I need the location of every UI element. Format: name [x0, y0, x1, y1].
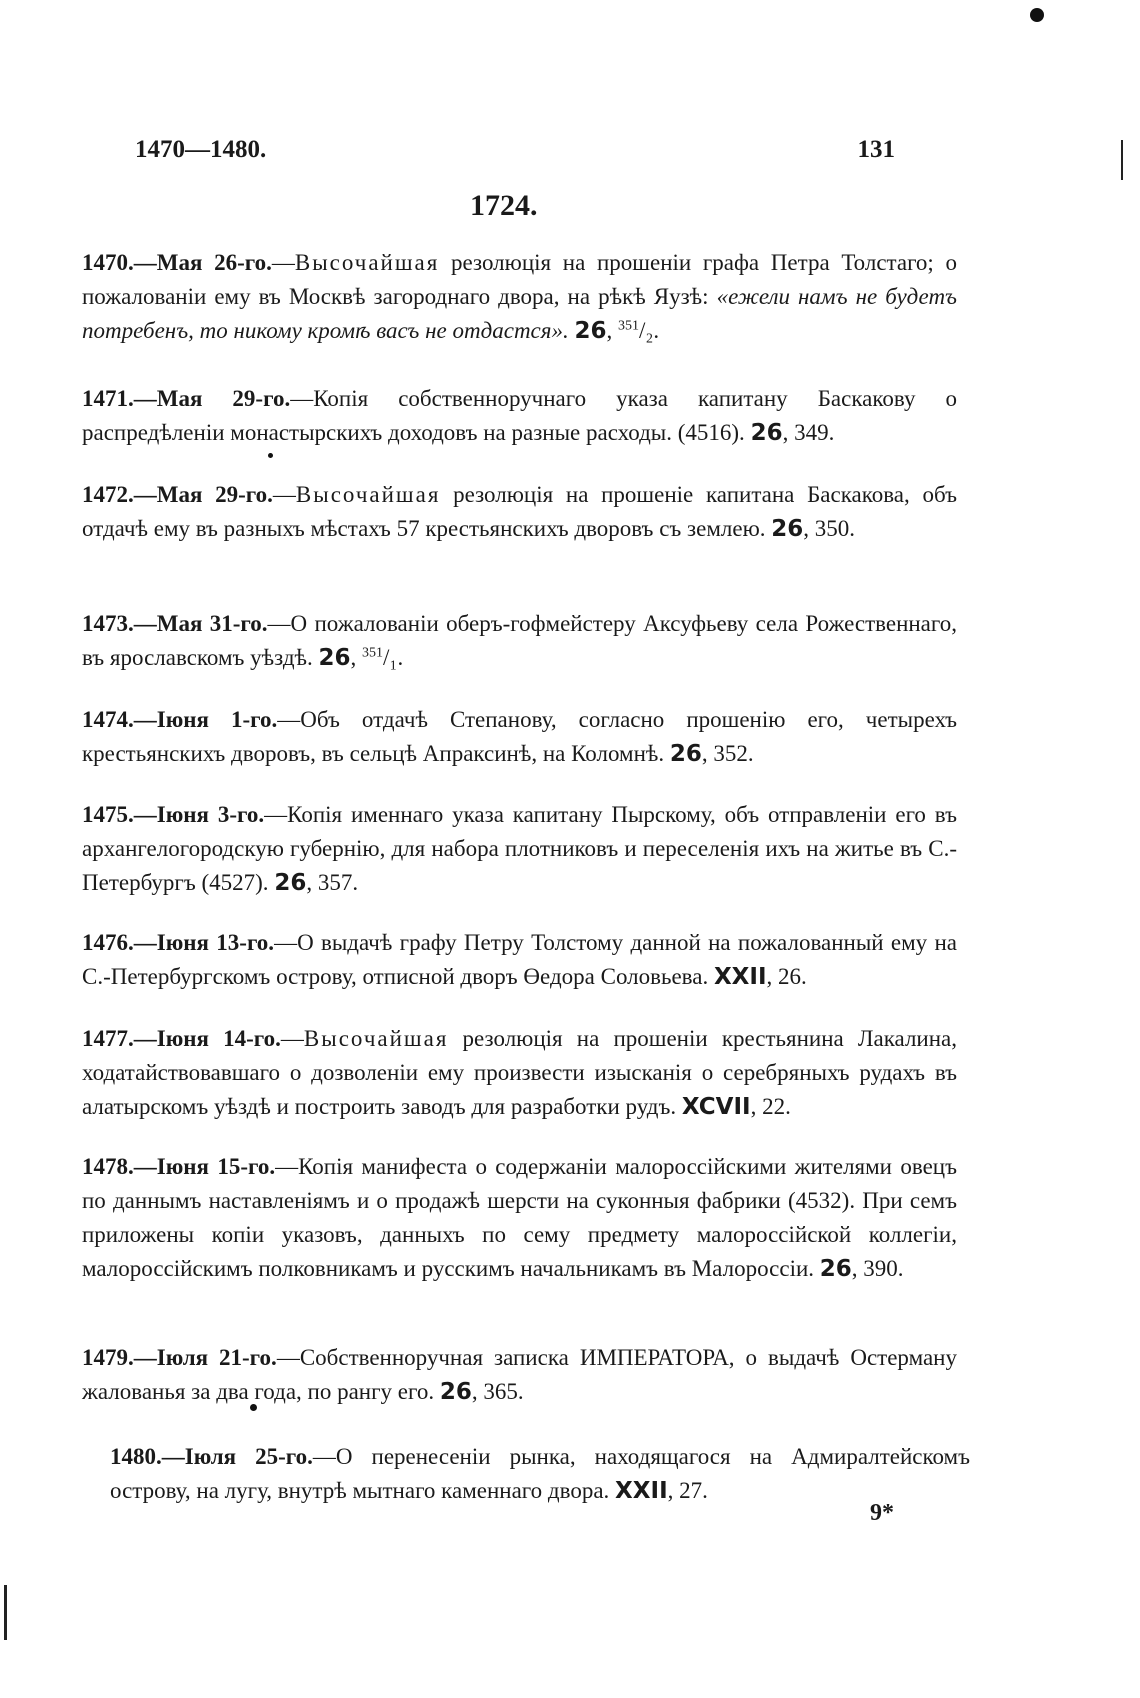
volume-ref: 26 — [274, 870, 307, 896]
volume-ref: 26 — [318, 645, 351, 671]
entry-text: резолюція на прошеніи графа Петра Толстаго; о пожалованіи ему въ Москвѣ загороднаго двора, на рѣкѣ Яузѣ: — [82, 250, 957, 309]
volume-ref: 26 — [574, 318, 607, 344]
page-ref: , 27. — [667, 1478, 708, 1503]
entry-text: резолюція на прошеніи крестьянина Лакалина, ходатайствовавшаго о дозволеніи ему произвести изысканія о серебряныхъ рудахъ въ алатырскомъ уѣздѣ и построить заводъ для разработки рудъ. — [82, 1026, 957, 1119]
entry-number: 1475. — [82, 802, 134, 827]
entry-text: — — [280, 1026, 304, 1051]
entry-text-spaced: Высочайшая — [303, 1026, 449, 1051]
entry-1471 — [82, 382, 957, 450]
entry-date: —Іюня 13-го. — [133, 930, 275, 955]
entry-date: —Іюля 21-го. — [133, 1345, 277, 1370]
page-ref: , 26. — [766, 964, 807, 989]
entry-text: —Собственноручная записка ИМПЕРАТОРА, о выдачѣ Остерману жалованья за два года, по рангу его. — [82, 1345, 957, 1404]
entry-text-spaced: Высочайшая — [295, 482, 441, 507]
volume-ref: 26 — [819, 1256, 852, 1282]
entry-1470 — [82, 246, 957, 348]
entry-1475 — [82, 798, 957, 900]
entry-number: 1476. — [82, 930, 134, 955]
entry-1473 — [82, 607, 957, 675]
page-ref: , 390. — [851, 1256, 904, 1281]
entry-text: —О выдачѣ графу Петру Толстому данной на пожалованный ему на С.-Петербургскомъ острову, отписной дворъ Өедора Соловьева. — [82, 930, 957, 989]
entry-1478 — [82, 1150, 957, 1286]
entry-date: —Іюня 15-го. — [133, 1154, 276, 1179]
entry-text-spaced: Высочайшая — [294, 250, 440, 275]
page-ref: , 357. — [306, 870, 359, 895]
entry-text: —О пожалованіи оберъ-гофмейстеру Аксуфьеву села Рожественнаго, въ ярославскомъ уѣздѣ. — [82, 611, 958, 670]
scan-dot — [268, 453, 273, 458]
page-ref: , — [350, 645, 363, 670]
page-ref: , 22. — [750, 1094, 791, 1119]
entry-1480 — [110, 1440, 970, 1508]
page-ref-tail: /₂. — [638, 318, 660, 343]
year-heading: 1724. — [470, 189, 538, 222]
entry-number: 1480. — [110, 1444, 162, 1469]
entry-date: —Мая 26-го. — [133, 250, 272, 275]
entry-number: 1474. — [82, 707, 134, 732]
volume-ref: 26 — [439, 1379, 472, 1405]
entry-1474 — [82, 703, 957, 771]
entry-date: —Мая 29-го. — [133, 386, 291, 411]
page-ref: , 349. — [782, 420, 835, 445]
page-ref-sup: 351 — [617, 318, 639, 334]
page-ref: , 350. — [803, 516, 856, 541]
entry-1477 — [82, 1022, 957, 1124]
page-number: 131 — [857, 136, 895, 163]
entry-number: 1471. — [82, 386, 134, 411]
entry-1472 — [82, 478, 957, 546]
entry-text: —О перенесеніи рынка, находящагося на Адмиралтейскомъ острову, на лугу, внутрѣ мытнаго каменнаго двора. — [110, 1444, 970, 1503]
entry-date: —Іюля 25-го. — [161, 1444, 313, 1469]
entry-quote: «ежели намъ не будетъ потребенъ, то никому кромѣ васъ не отдастся». — [82, 284, 957, 343]
volume-ref: XXII — [713, 964, 767, 990]
entry-date: —Іюня 1-го. — [133, 707, 278, 732]
volume-ref: XXII — [615, 1478, 668, 1504]
entry-1479 — [82, 1341, 957, 1409]
entry-text: —Объ отдачѣ Степанову, согласно прошенію его, четырехъ крестьянскихъ дворовъ, въ сельцѣ Апраксинѣ, на Коломнѣ. — [82, 707, 957, 766]
entry-1476 — [82, 926, 957, 994]
entry-number: 1479. — [82, 1345, 134, 1370]
entry-text: — — [271, 250, 295, 275]
page-ref: , 365. — [471, 1379, 524, 1404]
scan-dot — [1030, 8, 1044, 22]
page-ref-sup: 351 — [362, 645, 384, 661]
scan-edge-mark — [1121, 140, 1123, 180]
entry-number: 1470. — [82, 250, 134, 275]
page-ref-tail: /₁. — [383, 645, 404, 670]
volume-ref: 26 — [771, 516, 804, 542]
page-ref: , 352. — [701, 741, 754, 766]
entry-date: —Мая 29-го. — [133, 482, 273, 507]
entry-text: —Копія манифеста о содержаніи малороссійскими жителями овецъ по даннымъ наставленіямъ и о продажѣ шерсти на суконныя фабрики (4532). При семъ приложены копіи указовъ, данныхъ по сему предмету малороссійской коллегіи, малороссійскимъ полковникамъ и русскимъ начальникамъ въ Малороссіи. — [82, 1154, 957, 1281]
entry-range: 1470—1480. — [135, 136, 267, 163]
entry-date: —Іюня 14-го. — [133, 1026, 281, 1051]
entry-date: —Іюня 3-го. — [133, 802, 265, 827]
entry-text: —Копія собственноручнаго указа капитану Баскакову о распредѣленіи монастырскихъ доходовъ на разные расходы. (4516). — [82, 386, 957, 445]
page-ref: , — [606, 318, 618, 343]
volume-ref: 26 — [750, 420, 783, 446]
page-header — [135, 136, 895, 176]
entry-number: 1473. — [82, 611, 134, 636]
entry-text: резолюція на прошеніе капитана Баскакова, объ отдачѣ ему въ разныхъ мѣстахъ 57 крестьянскихъ дворовъ съ землею. — [82, 482, 958, 541]
volume-ref: XCVII — [681, 1094, 751, 1120]
scan-edge-mark — [4, 1585, 7, 1640]
entry-number: 1477. — [82, 1026, 134, 1051]
entry-number: 1472. — [82, 482, 134, 507]
entry-text: — — [272, 482, 296, 507]
entry-date: —Мая 31-го. — [133, 611, 268, 636]
entry-number: 1478. — [82, 1154, 134, 1179]
volume-ref: 26 — [669, 741, 702, 767]
signature-mark: 9* — [870, 1500, 894, 1526]
entry-text: —Копія именнаго указа капитану Пырскому, объ отправленіи его въ архангелогородскую губернію, для набора плотниковъ и переселенія ихъ на житье въ С.-Петербургъ (4527). — [82, 802, 957, 895]
